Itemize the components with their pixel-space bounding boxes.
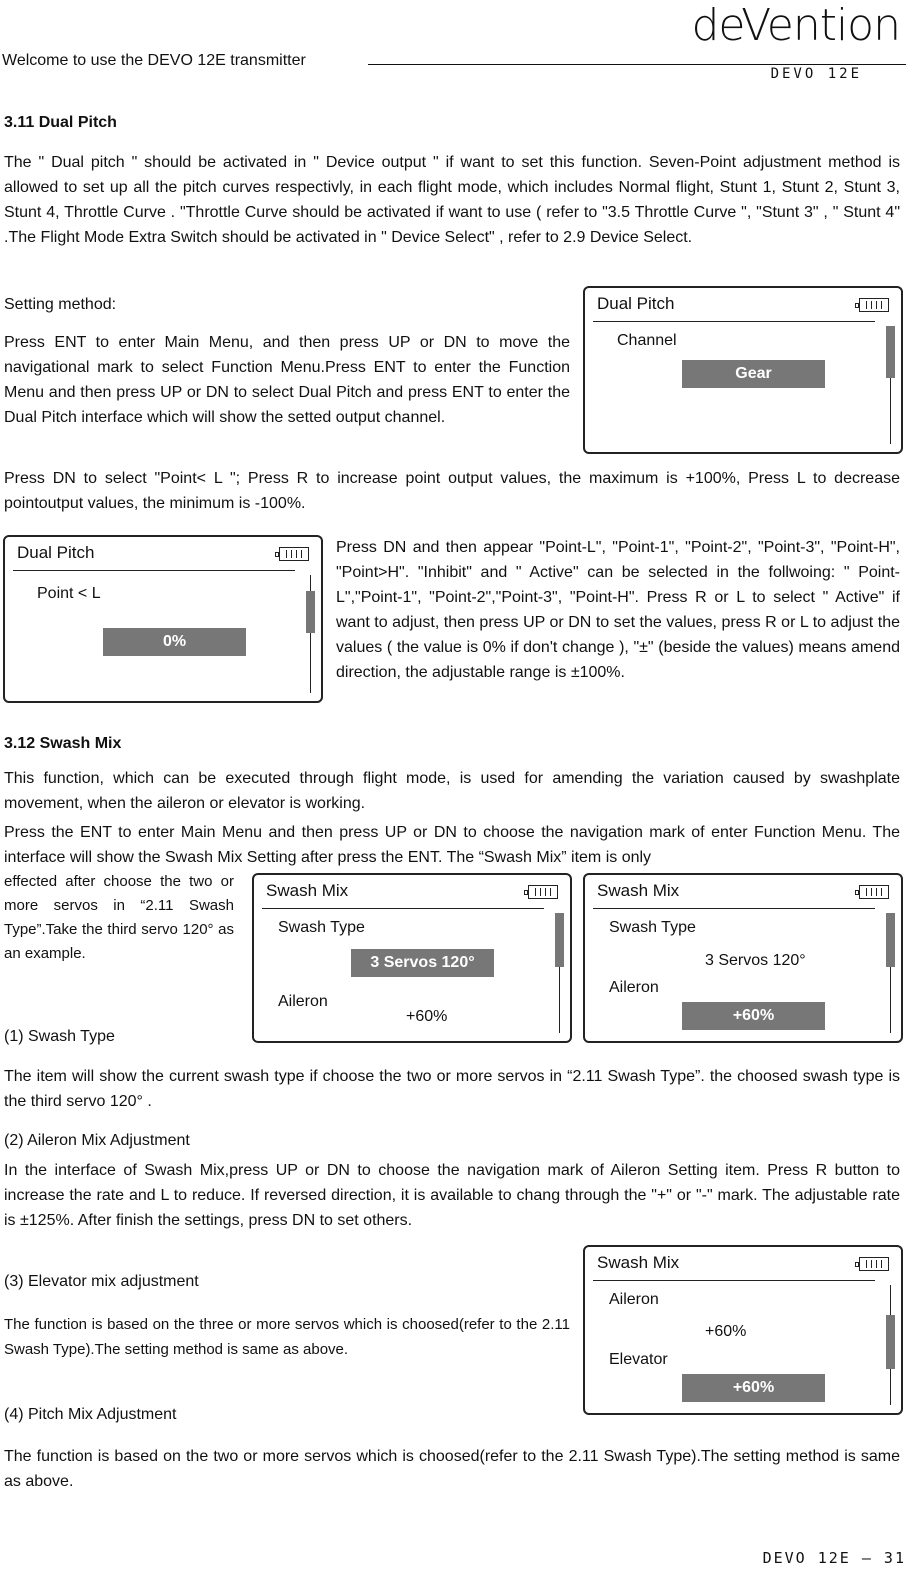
lcd-label-aileron: Aileron xyxy=(609,979,659,996)
subheading-elevator-mix: (3) Elevator mix adjustment xyxy=(4,1273,199,1290)
swash-mix-enter-text: Press the ENT to enter Main Menu and then press UP or DN to choose the navigation mark of enter Function Menu. The interface will show the Swash Mix Setting after press the ENT. The “Swash Mix” item is only xyxy=(4,824,900,866)
lcd-value-gear: Gear xyxy=(682,360,825,388)
lcd-label-aileron: Aileron xyxy=(278,993,328,1010)
battery-icon xyxy=(279,547,309,561)
brand-logo: deVention xyxy=(691,0,900,51)
swash-mix-effected-text: effected after choose the two or more servos in “2.11 Swash Type”.Take the third servo 120° as an example. xyxy=(4,873,234,962)
lcd-value-aileron: +60% xyxy=(705,1323,747,1340)
lcd-screen-dual-pitch-point xyxy=(3,535,323,703)
lcd-screen-swash-elevator xyxy=(583,1245,903,1415)
dual-pitch-points-text: Press DN and then appear "Point-L", "Point-1", "Point-2", "Point-3", "Point-H", "Point>H". "Inhibit" and " Active" can be selected in the follwoing: " Point-L","Point-1", "Point-2","Point-3", "Point-H". Press R or L to select " Active" if want to adjust, then press UP or DN to set the values, press R or L to adjust the values ( the value is 0% if don't change ), "±" (beside the values) means amend direction, the adjustable range is ±100%. xyxy=(336,539,900,681)
battery-icon xyxy=(528,885,558,899)
elevator-mix-text: The function is based on the three or more servos which is choosed(refer to the 2.11 Swash Type).The setting method is same as above. xyxy=(4,1316,570,1358)
brand-model: DEVO 12E xyxy=(770,66,862,82)
section-heading-dual-pitch: 3.11 Dual Pitch xyxy=(4,114,117,131)
header-rule xyxy=(368,64,906,65)
pitch-mix-text: The function is based on the two or more servos which is choosed(refer to the 2.11 Swash Type).The setting method is same as above. xyxy=(4,1448,900,1490)
lcd-screen-dual-pitch-channel xyxy=(583,286,903,454)
lcd-title: Dual Pitch xyxy=(17,543,95,562)
lcd-label-swash-type: Swash Type xyxy=(609,919,696,936)
lcd-label-swash-type: Swash Type xyxy=(278,919,365,936)
lcd-scroll-thumb xyxy=(886,326,895,378)
dual-pitch-intro: The " Dual pitch " should be activated in " Device output " if want to set this function. Seven-Point adjustment method is allowed to set up all the pitch curves respectivly, in each flight mode, which includes Normal flight, Stunt 1, Stunt 2, Stunt 3, Stunt 4, Throttle Curve . "Throttle Curve should be activated if want to use ( refer to "3.5 Throttle Curve ", "Stunt 3" , " Stunt 4" .The Flight Mode Extra Switch should be activated in " Device Select" , refer to 2.9 Device Select. xyxy=(4,154,900,246)
setting-method-label: Setting method: xyxy=(4,296,117,313)
lcd-divider xyxy=(13,570,295,571)
lcd-title: Dual Pitch xyxy=(597,294,675,313)
lcd-divider xyxy=(262,908,544,909)
lcd-divider xyxy=(593,1280,875,1281)
page-number: DEVO 12E – 31 xyxy=(762,1549,906,1567)
lcd-value-point: 0% xyxy=(103,628,246,656)
lcd-label-aileron: Aileron xyxy=(609,1291,659,1308)
lcd-divider xyxy=(593,321,875,322)
lcd-scroll-thumb xyxy=(555,913,564,967)
lcd-label-point: Point < L xyxy=(37,585,101,602)
dual-pitch-point-text: Press DN to select "Point< L "; Press R to increase point output values, the maximum is +100%, Press L to decrease pointoutput values, the minimum is -100%. xyxy=(4,470,900,512)
swash-type-text: The item will show the current swash type if choose the two or more servos in “2.11 Swash Type”. the choosed swash type is the third servo 120° . xyxy=(4,1068,900,1110)
lcd-divider xyxy=(593,908,875,909)
lcd-title: Swash Mix xyxy=(266,881,349,900)
swash-mix-intro: This function, which can be executed through flight mode, is used for amending the variation caused by swashplate movement, when the aileron or elevator is working. xyxy=(4,770,900,812)
lcd-title: Swash Mix xyxy=(597,1253,680,1272)
lcd-value-elevator: +60% xyxy=(682,1374,825,1402)
battery-icon xyxy=(859,1257,889,1271)
subheading-swash-type: (1) Swash Type xyxy=(4,1028,115,1045)
subheading-aileron-mix: (2) Aileron Mix Adjustment xyxy=(4,1132,190,1149)
battery-icon xyxy=(859,298,889,312)
lcd-scroll-thumb xyxy=(306,591,315,633)
lcd-scroll-thumb xyxy=(886,913,895,967)
section-heading-swash-mix: 3.12 Swash Mix xyxy=(4,735,122,752)
lcd-value-aileron: +60% xyxy=(682,1002,825,1030)
lcd-value-aileron: +60% xyxy=(406,1008,448,1025)
dual-pitch-enter-text: Press ENT to enter Main Menu, and then press UP or DN to move the navigational mark to select Function Menu.Press ENT to enter the Function Menu and then press UP or DN to select Dual Pitch and press ENT to enter the Dual Pitch interface which will show the setted output channel. xyxy=(4,334,570,426)
lcd-value-swash-type: 3 Servos 120° xyxy=(351,949,494,977)
aileron-mix-text: In the interface of Swash Mix,press UP or DN to choose the navigation mark of Aileron Setting item. Press R button to increase the rate and L to reduce. If reversed direction, it is available to chang through the "+" or "-" mark. The adjustable rate is ±125%. After finish the settings, press DN to set others. xyxy=(4,1162,900,1229)
subheading-pitch-mix: (4) Pitch Mix Adjustment xyxy=(4,1406,177,1423)
lcd-scroll-thumb xyxy=(886,1315,895,1369)
battery-icon xyxy=(859,885,889,899)
lcd-screen-swash-type xyxy=(252,873,572,1043)
lcd-label-elevator: Elevator xyxy=(609,1351,668,1368)
lcd-title: Swash Mix xyxy=(597,881,680,900)
lcd-screen-swash-aileron xyxy=(583,873,903,1043)
header-welcome: Welcome to use the DEVO 12E transmitter xyxy=(2,52,306,69)
lcd-label-channel: Channel xyxy=(617,332,677,349)
lcd-value-swash-type: 3 Servos 120° xyxy=(705,952,806,969)
